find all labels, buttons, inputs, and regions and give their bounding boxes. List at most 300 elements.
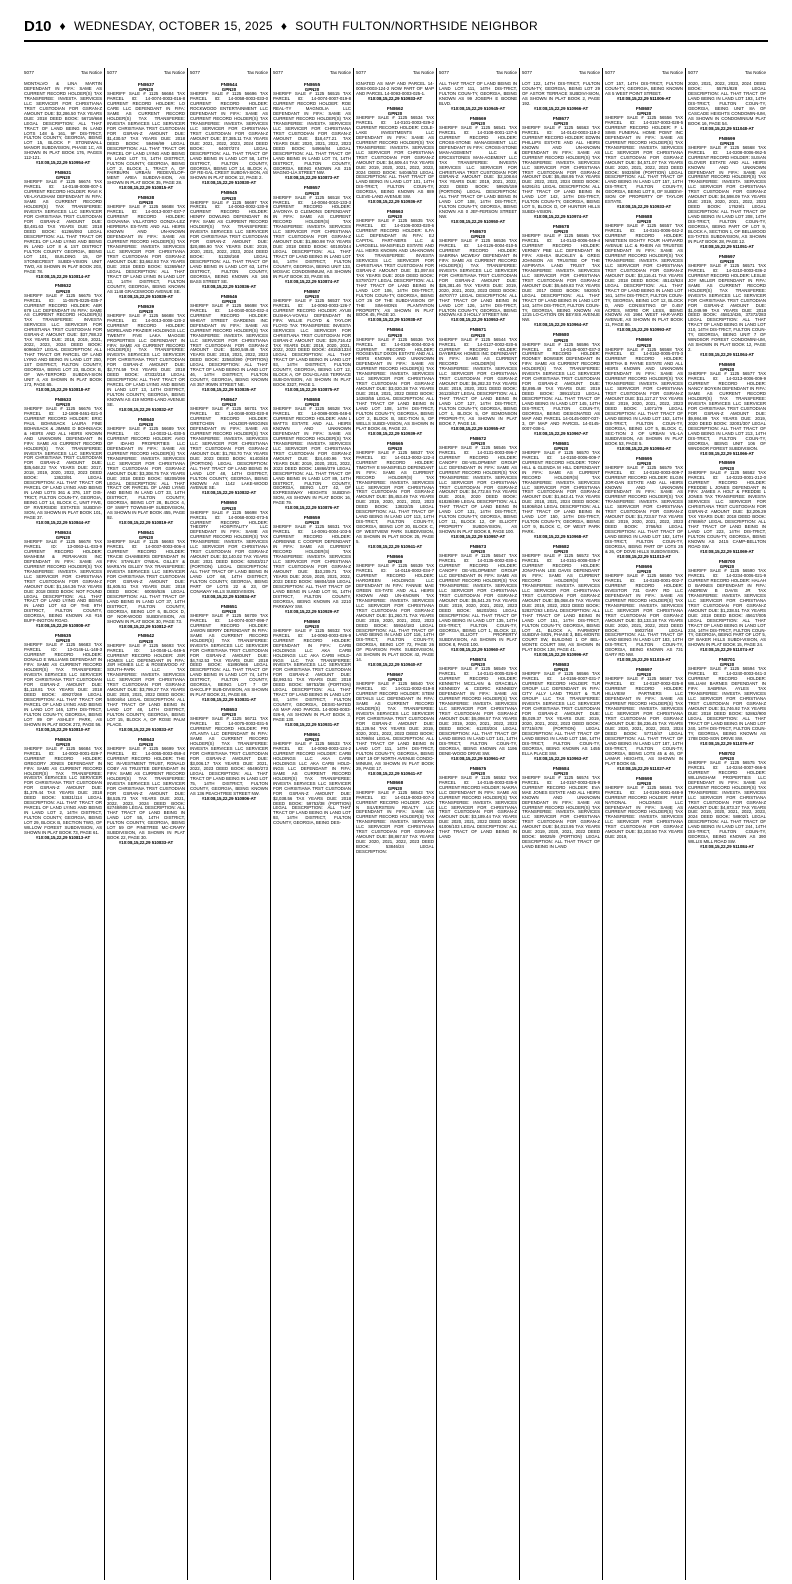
notice-run-dates: #10:08,15,22,29 511066-AT — [699, 450, 755, 456]
notice-code: GPN20 — [221, 608, 237, 614]
column-header — [107, 70, 185, 75]
notice-id: FN8636 — [54, 736, 72, 742]
notice-body: SHERIFF SALE # 1125 56676 TAX PARCEL ID: 12-1808-0461-021-0 CURRENT RECORD HOLDER: ERIC PAUL BOHNSACK LAURA FINE BOHNSACK & JIMMIE D BOHNSACK & HEIRS AND ALL HEIRS KNOWN AND UNKNOWN DEFENDANT IN FIFA: SAME AS CURRENT RECORD HOLDER(S) TAX TRANSFEREE: INVESTA SERVICES LLC SERVICER FOR CHRISTIANA TRST CUSTODIAN FOR GSRAN-Z AMOUNT DUE: $35,648.22 TAX YEARS DUE: 2017, 2018, 2019, 2020, 2022, 2023 DEED BOOK: 13623/91 LEGAL DESCRIPTION: ALL THAT TRACT OR PARCEL OF LAND LYING AND BEING IN LAND LOTS 361 & 376, 1ST DIS-TRICT, FULTON COUN-TY, GEORGIA, BEING LOT 14, BLOCK C, UNIT FIVE, OF RIVERSIDE ESTATES SUBDIVI-SION, AS SHOWN IN PLAT BOOK 101, PAGE 37. — [24, 405, 102, 520]
notice-body: SHERIFF SALE # 1125 56590 TAX PARCEL ID: 14-0234-0006-021-9 CURRENT RECORD HOLDER: HALAH D BARNES DEFENDANT IN FIFA: ANDREW B DAVIS JR TAX TRANSFEREE: INVESTA SERVICES LLC SERVICER FOR CHRISTIANA TRST CUSTODIAN FOR GSRAN-Z AMOUNT DUE: $1,238.51 TAX YEARS DUE: 2018 DEED BOOK: 45617/005 LEGAL DESCRIPTION: ALL THAT TRACT OF LAND BEING IN LAND LOT 234, 14TH DIS-TRICT, FULTON COUN-TY, GEORGIA, BEING PART OF LOT 5, OF BAKER HILLS SUBDI-VISION, AS SHOWN IN PLAT BOOK 15, PAGE 24. — [688, 568, 766, 648]
column-header-number: 5077 — [24, 70, 35, 75]
notice-code: GPN20 — [387, 445, 403, 451]
legal-notice — [273, 619, 351, 728]
notice-body: LOT 122, 14TH DIS-TRICT, FULTON COUN-TY, GEORGIA, BEING LOT 29 OF ASTOR TERRACE SUBDIVI-SION, AS SHOWN IN PLAT BOOK 2, PAGE 192. — [522, 82, 600, 106]
notice-id: FN8669 — [469, 115, 487, 121]
notice-code: GPN20 — [636, 569, 652, 575]
column-header-number: 5077 — [273, 70, 284, 75]
legal-notice — [107, 737, 185, 846]
notice-code: GPN20 — [221, 402, 237, 408]
column-header-label: Tax Notice — [246, 70, 268, 75]
notice-code: GPN20 — [470, 234, 486, 240]
notice-code: GPN20 — [470, 662, 486, 668]
legal-notice — [688, 82, 766, 132]
notice-id: FN8681 — [552, 440, 570, 446]
notice-code: GPN20 — [55, 175, 71, 181]
notice-run-dates: #10:08,15,22,29 511084-AT — [699, 844, 755, 850]
notice-id: FN8659 — [303, 515, 321, 521]
notice-body: SHERIFF SALE # 1125 56532 TAX PARCEL ID: 14-0093-0003-026-9 CURRENT RECORD HOLDER: DEFENDANT IN FIFA: CARB HOLDINGS LLC AKA CARB HOLDINGS LLC AKA CARB HOLD-INGS LLC TAX TRANSFEREE: INVESTA SERVICES LLC SERVICER FOR CHRISTIANA TRST CUSTODIAN FOR GSRAN-Z AMOUNT DUE: $2,993.51 TAX YEARS DUE: 2018 DEED BOOK: 59753/38 (PORTION) LEGAL DESCRIPTION: ALL THAT TRACT OF LAND BEING IN LAND LOT 93, 14TH DISTRICT, FULTON COUNTY, GEORGIA, DESIG-NATED AS MAP AND PARCEL 14-0093-0003-026-9, AS SHOWN IN PLAT BOOK 3, PAGE 130. — [273, 627, 351, 722]
notice-body: SHERIFF SALE # 1125 56557 TAX PARCEL ID: 14-0161-0006-042-2 CURRENT RECORD HOLDER: NINETEEN EIGHTY FOUR HARVARD AVENUE LLC & RHEIN AS TRUSTEE DEFENDANT IN FIFA: SAME AS CURRENT RECORD HOLDER(S) TAX TRANSFEREE: INVESTA SERVICES LLC SERVICER FOR CHRISTIANA TRST CUSTODIAN FOR GSRAN-Z AMOUNT DUE: $3,116.41 TAX YEARS DUE: 2018 DEED BOOK: 45142/624 LEGAL DESCRIPTION: ALL THAT TRACT OF LAND BEING IN LAND LOT 161, 14TH DIS-TRICT, FULTON COUN-TY, GEORGIA, BEING LOT 12, BLOCK D, AND CONSISTING OF 0.457 ACRES, MORE OR LESS, BEING KNOWN AS 1984 WEST HAR-VARD AVENUE, AS SHOWN IN PLAT BOOK 11, PAGE 86. — [605, 223, 683, 328]
notice-body: SHERIFF SALE # 1125 56698 TAX PARCEL ID: 14-0068-0002-073-5 CURRENT RECORD HOLDER: THEORY HOSPITALITY LLC DEFENDANT IN FIFA: SAME AS CURRENT RECORD HOLDER(S) TAX TRANSFEREE: INVESTA SERVICES LLC SERVICER FOR CHRISTIANA TRST CUSTODIAN FOR GSRAN-Z AMOUNT DUE: $2,140.02 TAX YEARS DUE: 2021 DEED BOOK: 62503/217 (PORTION) LEGAL DESCRIPTION: ALL THAT TRACT OF LAND BEING IN LAND LOT 68, 14TH DISTRICT, FULTON COUNTY, GEORGIA, BEING PART OF LOTS 22 & 23, OF CONAWAY HILLS SUBDIVISION. — [190, 509, 268, 594]
notice-body: SHERIFF SALE # 1125 56571 TAX PARCEL ID: 14-0210-0003-036-2 CURRENT RECORD HOLDER: LESLIE JOY MILLER DEFENDANT IN FIFA: SAME AS CURRENT RECORD HOLDER(S) TAX TRANSFEREE: INVESTA SERVICES LLC SERVICER FOR CHRISTIANA TRST CUSTODIAN FOR GSRAN-Z AMOUNT DUE: $1,049.99 TAX YEARS DUE: 2018 DEED BOOK: 45813/426, 37372/283 LEGAL DESCRIPTION: ALL THAT TRACT OF LAND BEING IN LAND LOT 210, 14TH DIS-TRICT, FULTON COUN-TY, GEORGIA, BEING UNIT 7 OF WINDSOR FOREST CONDOMINI-UM, AS SHOWN IN PLAT BOOK 12, PAGE 2. — [688, 262, 766, 353]
notice-id: FN8661 — [303, 731, 321, 737]
notice-id: FN8700 — [718, 558, 736, 564]
notice-body: SHERIFF SALE # 1125 56539 TAX PARCEL ID: 14-0116-0002-034-7 CURRENT RECORD HOLDER: HARGREEN HOLDINGS LLC DEFENDANT IN FIFA: FANNIE MAE GREEN ES-TATE AND ALL HEIRS KNOWN AND UN-KNOWN TAX TRANSFEREE: INVESTA SERVICES LLC SERVICER FOR CHRISTIANA TRST CUSTODIAN FOR GSRAN-Z AMOUNT DUE: $1,260.71 TAX YEARS DUE: 2019, 2020, 2021, 2022, 2023 DEED BOOK: 55924/183 LEGAL DESCRIPTION: ALL THAT TRACT OF LAND BEING IN LAND LOT 116, 14TH DIS-TRICT, FULTON COUN-TY, GEORGIA, BEING LOT 72, PAGE 26 OF PEARSON PARK SUBDIVISION, AS SHOWN IN PLAT BOOK 42, PAGE 14. — [356, 563, 434, 663]
notice-code: GPN20 — [553, 445, 569, 451]
notice-code: GPN20 — [304, 190, 320, 196]
notice-code: GPN20 — [138, 422, 154, 428]
legal-notice — [356, 441, 434, 550]
legal-notice — [190, 190, 268, 289]
notice-id: FN8634 — [54, 529, 72, 535]
notice-code: GPN20 — [138, 308, 154, 314]
notice-run-dates: #10:08,15,22,29 510950-AT — [450, 219, 506, 225]
legal-notice — [356, 327, 434, 436]
notice-body: SHERIFF SALE # 1125 56580 TAX PARCEL ID: 14-0183-0001-002-7 CURRENT RECORD HOLDER: INVESTOR 731 GARY RD LLC DEFENDANT IN FIFA: SAME AS CURRENT RECORD HOLDER(S) TAX TRANSFEREE: INVESTA SERVICES LLC SERVICER FOR CHRISTIANA TRST CUSTODIAN FOR GSRAN-Z AMOUNT DUE: $3,133.18 TAX YEARS DUE: 2020, 2021, 2022, 2023 DEED BOOK: 59027/48 LEGAL DESCRIPTION: ALL THAT TRACT OF LAND BEING IN LAND LOT 183, 14TH DIS-TRICT, FULTON COUN-TY, GEORGIA, BEING KNOWN AS 731 GARY RD NW. — [605, 573, 683, 658]
legal-notice — [688, 254, 766, 358]
legal-notice — [605, 667, 683, 771]
notice-run-dates: #10:08,15,22,29 510961-AT — [450, 755, 506, 761]
notice-body: SHERIFF SALE # 1125 56546 TAX PARCEL ID: 14-0131-0003-096-7 CURRENT RECORD HOLDER: CANOPY DE-VELOPMENT GROUP LLC DEFENDANT IN FIFA: SAME AS CURRENT RECORD HOLDER(S) TAX TRANSFEREE: INVESTA SERVICES LLC SERVICER FOR CHRISTIANA TRST CUSTODIAN FOR GSRAN-Z AMOUNT DUE: $4,772.84 TAX YEARS DUE: 2019, 2020 DEED BOOK: 61828/499 LEGAL DESCRIPTION: ALL THAT TRACT OF LAND BEING IN LAND LOT 131, 14TH DIS-TRICT, FULTON COUN-TY, GEORGIA, BEING LOT 11, BLOCK 12, OF ELLIOTT PROPERTY SUBDIVISION, AS SHOWN IN PLAT BOOK 8, PAGE 100. — [439, 444, 517, 535]
notice-body: SHERIFF SALE # 1125 56697 TAX PARCEL ID: 14-0063-0002-130-9 CURRENT RECORD HOLDER: HENRY DOWLING DEFENDANT IN FIFA: SAME AS CURRENT RECORD HOLDER(S) TAX TRANSFEREE: INVESTA SERVICES LLC SERVICER FOR CHRISTIANA TRST CUSTODIAN FOR GSRAN-Z AMOUNT DUE: $20,886.90 TAX YEARS DUE: 2019, 2020, 2021, 2022, 2023, 2024 DEED BOOK: 51328/168 LEGAL DESCRIPTION: ALL THAT TRACT OF LAND BEING IN LAND LOT 63, 14TH DISTRICT, FULTON COUNTY, GEORGIA, BEING KNOWN AS 165 BASS STREET SE. — [190, 199, 268, 284]
notice-id: FN8688 — [635, 214, 653, 220]
notice-code: GPN20 — [221, 505, 237, 511]
notice-id: FN8698 — [635, 775, 653, 781]
notice-code: GPN20 — [138, 638, 154, 644]
notice-id: FN8662 — [386, 105, 404, 111]
column-header-number: 5077 — [439, 70, 450, 75]
notice-id: FN8639 — [137, 303, 155, 309]
column-header-number: 5077 — [688, 70, 699, 75]
notice-run-dates: #10:08,15,22,29 511027-AT — [616, 765, 672, 771]
notice-run-dates: #10:08,15,22,29 510831-AT — [201, 697, 257, 703]
notice-run-dates: #10:08,15,22,29 510938-AT — [367, 317, 423, 323]
notice-id: FN8671 — [469, 327, 487, 333]
notice-body: SHERIFF SALE # 1125 56674 TAX PARCEL ID: 14-0148-0008-007-1 CURRENT RECORD HOLDER: RAVI K VE-LAYUDHAM DEFENDANT IN FIFA: SAME AS CURRENT RECORD HOLDER(S) TAX TRANSFEREE: INVESTA SERVICES LLC SERVICER FOR CHRISTIANA TRST CUSTODIAN FOR GSRAN-Z AMOUNT DUE: $3,481.63 TAX YEARS DUE: 2018 DEED BOOK: 61266/093 LEGAL DESCRIPTION: ALL THAT TRACT OR PARCEL OF LAND LYING AND BEING IN LAND LOT 8 & 1ST DISTRICT FULTON COUNTY GEORGIA, BEING LOT 101, BUILDING 15, OF STONECREST SUBDI-VISION UNIT TWO, AS SHOWN IN PLAT BOOK 203, PAGE 78. — [24, 179, 102, 274]
notice-body: SHERIFF SALE # 1125 56544 TAX PARCEL ID: 14-0127-0002-020-6 CURRENT RECORD HOLDER: DAYBREAK HOMES INC DEFENDANT IN FIFA: SAME AS CURRENT RECORD HOLDER(S) TAX TRANSFEREE: INVESTA SERVICES LLC SERVICER FOR CHRISTIANA TRST CUSTODIAN FOR GSRAN-Z AMOUNT DUE: $6,282.33 TAX YEARS DUE: 2019, 2020, 2021 DEED BOOK: 26123/637 LEGAL DESCRIPTION: ALL THAT TRACT OF LAND BEING IN LAND LOT 127, 14TH DIS-TRICT, FULTON COUN-TY, GEORGIA, BEING LOT 1, BLOCK 5, OF EDMONSON PROPER-TY, AS SHOWN IN PLAT BOOK 7, PAGE 18. — [439, 336, 517, 426]
legal-notice — [439, 116, 517, 225]
legal-notice — [107, 82, 185, 191]
notice-id: FN8664 — [386, 327, 404, 333]
notice-run-dates: #10:08,15,22,29 510835-AT — [201, 387, 257, 393]
legal-notice — [688, 362, 766, 456]
notice-run-dates: #10:08,15,22,29 510945-AT — [450, 105, 506, 111]
notice-run-dates: #10:08,15,22,29 510806-AT — [201, 795, 257, 801]
notice-id: FN8687 — [635, 105, 653, 111]
legal-notice — [273, 515, 351, 614]
notice-code: GPN20 — [553, 770, 569, 776]
legal-notice — [605, 776, 683, 841]
notice-body: LOT 157, 14TH DIS-TRICT, FULTON COUN-TY, GEORGIA, BEING KNOWN AS 5 WEST POINT STREET. — [605, 82, 683, 96]
legal-notice — [356, 780, 434, 855]
notice-id: FN8674 — [469, 657, 487, 663]
notice-run-dates: #10:08,15,22,29 510836-AT — [201, 283, 257, 289]
legal-notice — [24, 82, 102, 166]
notice-run-dates: #10:08,15,22,29 510939-AT — [367, 430, 423, 436]
notice-run-dates: #10:08,15,22,29 510941-AT — [367, 543, 423, 549]
notice-run-dates: #10:08,15,22,29 510960-AT — [450, 647, 506, 653]
notice-id: FN8658 — [303, 397, 321, 403]
notice-code: GPN20 — [55, 638, 71, 644]
notice-id: FN8646 — [220, 293, 238, 299]
notice-body: SHERIFF SALE # 1125 56587 TAX PARCEL ID: 14-0187-0002-025-8 CURRENT RECORD HOLDER: HILLVIEW PARTNERS LLC DEFENDANT IN FIFA: SAME AS CURRENT RECORD HOLDER(S) TAX TRANSFEREE: INVESTA SERVICES LLC SERVICER FOR CHRISTIANA TRST CUSTODIAN FOR GSRAN-Z AMOUNT DUE: $6,236.45 TAX YEARS DUE: 2020, 2021, 2022, 2023, 2024 DEED BOOK: 57710/47 LEGAL DESCRIPTION: ALL THAT TRACT OF LAND BEING IN LAND LOT 187, 14TH DIS-TRICT, FULTON COUN-TY, GEORGIA, BEING LOTS 45 & 46, OF LAMAR HEIGHTS, AS SHOWN IN PLAT BOOK 65. — [605, 676, 683, 766]
notice-body: SHERIFF SALE # 1125 56541 TAX PARCEL ID: 14-0108-0001-137-5 CURRENT RECORD HOLDER: CROSS-STONE MANAGEMENT LLC DEFENDANT IN FIFA: CROSS-STONE MAN-AGEMENT LLC & ERICSSTONES MAN-AGEMENT LLC TAX TRANSFEREE: INVESTA SERVICES LLC SERVICER FOR CHRISTIANA TRST CUSTODIAN FOR GSRAN-Z AMOUNT DUE: $2,108.64 TAX YEARS DUE: 2019, 2021, 2022, 2023 DEED BOOK: 59925/159 (PORTION) LEGAL DESCRIPTION: ALL THAT TRACT OF LAND BEING IN LAND LOT 108, 14TH DIS-TRICT, FULTON COUN-TY, GEORGIA, BEING KNOWN AS 0 JEF-FERSON STREET NW. — [439, 124, 517, 220]
notice-column — [190, 82, 268, 1578]
notice-run-dates: #10:08,15,22,29 510957-AT — [450, 534, 506, 540]
notice-code: GPN20 — [221, 87, 237, 93]
notice-body: SHERIFF SALE # 1125 56699 TAX PARCEL ID: 14-0055-0003-059-4 CURRENT RECORD HOLDER: THE NC IN-VESTMENT TRUST, RONALD COBY AS TRUSTEE DEFENDANT IN FIFA: SAME AS CURRENT RECORD HOLDER(S) TAX TRANSFEREE: INVESTA SERVICES LLC SERVICER FOR CHRISTIANA TRST CUSTODIAN FOR GSRAN-Z AMOUNT DUE: $8,525.73 TAX YEARS DUE: 2021, 2022, 2023, 2024 DEED BOOK: 62748/609 LEGAL DESCRIPTION: ALL THAT TRACT OF LAND BEING IN LAND LOT 55, 14TH DISTRICT, FULTON COUNTY, GEORGIA, BEING LOT 59 OF PINETREE MC-CRARY SUBDIVISION, AS SHOWN IN PLAT BOOK 22, PAGE 30. — [107, 746, 185, 841]
notice-code: GPN20 — [138, 87, 154, 93]
legal-notice — [356, 82, 434, 102]
column-header-label: Tax Notice — [578, 70, 600, 75]
notice-id: FN8672 — [469, 435, 487, 441]
notice-id: FN8684 — [552, 765, 570, 771]
notice-id: FN8665 — [386, 440, 404, 446]
notice-run-dates: #10:08,15,22,29 511013-AT — [616, 553, 672, 559]
column-header — [273, 70, 351, 75]
notice-run-dates: #10:08,15,22,29 511019-AT — [616, 657, 672, 663]
legal-notice — [605, 337, 683, 451]
column-header — [356, 70, 434, 75]
legal-notice — [356, 209, 434, 323]
notice-id: FN8637 — [137, 82, 155, 87]
legal-notice — [190, 82, 268, 186]
legal-notice — [439, 657, 517, 761]
notice-id: FN8702 — [718, 750, 736, 756]
bullet-icon: ♦ — [280, 19, 288, 33]
notice-code: GPN20 — [304, 293, 320, 299]
legal-notice — [273, 185, 351, 284]
legal-notice — [439, 229, 517, 323]
notice-body: SHERIFF SALE # 1125 56594 TAX PARCEL ID: 14-0240-0003-041-3 CURRENT RECORD HOLDER: WILLIAM BARNES DEFENDANT IN FIFA: SABRINA AYLES TAX TRANSFEREE: INVESTA SERVICES LLC SERVICER FOR CHRISTIANA TRST CUSTODIAN FOR GSRAN-Z AMOUNT DUE: $1,746.92 TAX YEARS DUE: 2018 DEED BOOK: 52862/900 LEGAL DESCRIPTION: ALL THAT TRACT OF LAND BEING IN LAND LOT 240, 14TH DIS-TRICT, FULTON COUN-TY, GEORGIA, BEING KNOWN AS 1788 DOD-SON DRIVE SW. — [688, 666, 766, 741]
notice-id: FN8651 — [220, 603, 238, 609]
notice-id: FN8635 — [54, 633, 72, 639]
column-header-label: Tax Notice — [661, 70, 683, 75]
notice-run-dates: #10:08,15,22,29 511074-AT — [699, 647, 755, 653]
notice-code: GPN20 — [55, 401, 71, 407]
notice-run-dates: #10:08,15,22,29 510833-AT — [118, 726, 174, 732]
notice-id: FN8667 — [386, 672, 404, 678]
notice-body: SHERIFF SALE # 1125 56688 TAX PARCEL ID: 14-0013-0008-120-2 CURRENT RECORD HOLDER: MORELAND FRAZIER HOLDINGS LLC TWENTY FIVE LAKA MAGGIE PROPERTIES LLC DEFENDANT IN FIFA: SAME AS CURRENT RECORD HOLDER(S) TAX TRANSFEREE: INVESTA SERVICES LLC SERVICER FOR CHRISTIANA TRST CUSTODIAN FOR GSRAN-Z AMOUNT DUE: $2,774.59 TAX YEARS DUE: 2018 DEED BOOK: 47332/218 LEGAL DESCRIPTION: ALL THAT TRACT OR PARCEL OF LAND LYING AND BEING IN LAND LOT 13, 14TH DISTRICT, FULTON COUNTY, GEORGIA, BEING KNOWN AS 419 MORE-LAND AVENUE SE. — [107, 312, 185, 407]
notice-code: GPN20 — [636, 672, 652, 678]
notice-id: FN8657 — [303, 288, 321, 294]
column-header-number: 5077 — [522, 70, 533, 75]
notice-run-dates: #10:08,15,22,29 510873-AT — [284, 175, 340, 181]
notice-code: GPN20 — [387, 111, 403, 117]
notice-body: SHERIFF SALE # 1125 56591 TAX PARCEL ID: 14-0193-0001-048-9 CURRENT RECORD HOLDER: FIRST NATIONAL HOLDINGS LLC DEFENDANT IN FIFA: SAME AS CURRENT RECORD HOLDER(S) TAX TRANSFEREE: INVESTA SERVICES LLC SERVICER FOR CHRISTIANA TRST CUSTODIAN FOR GSRAN-Z AMOUNT DUE: $2,103.50 TAX YEARS DUE: 2019, — [605, 784, 683, 840]
notice-run-dates: #10:08,15,22,29 510963-AT — [533, 755, 589, 761]
notice-code: GPN20 — [553, 549, 569, 555]
legal-notice — [522, 332, 600, 436]
notice-code: GPN20 — [719, 465, 735, 471]
notice-body: SHERIFF SALE # 1125 56549 TAX PARCEL ID: 14-0141-0005-026-0 CURRENT RECORD HOLDER: KENNETH MCCLAIN & GRACIELA KENNEDY & CEDRIC KENNEDY DEFENDANT IN FIFA: SAME AS CURRENT RECORD HOLDER(S) TAX TRANSFEREE: INVESTA SERVICES LLC SERVICER FOR CHRISTIANA TRST CUSTODIAN FOR GSRAN-Z AMOUNT DUE: $5,098.57 TAX YEARS DUE: 2019, 2020, 2021, 2022, 2023 DEED BOOK: 61203/204 LEGAL DESCRIPTION: ALL THAT TRACT OF LAND BEING IN LAND LOT 141, 14TH DIS-TRICT, FULTON COUN-TY, GEORGIA, BEING KNOWN AS 1196 DENE-WOOD DRIVE SW. — [439, 666, 517, 756]
notice-id: FN8641 — [137, 530, 155, 536]
legal-notice — [190, 604, 268, 703]
notice-body: SHERIFF SALE # 1125 56574 TAX PARCEL ID: 14-0157-0003-026-9 CURRENT RECORD HOLDER: EVA MAE JONES ESTATE AND ALL HEIRS KNOWN AND UNKNOWN DEFENDANT IN FIFA: SAME AS CURRENT RECORD HOLDER(S) TAX TRANSFEREE: INVESTA SERVICES LLC SERVICER FOR CHRISTIANA TRST CUSTODIAN FOR GSRAN-Z AMOUNT DUE: $4,013.95 TAX YEARS DUE: 2019, 2020, 2021, 2022 DEED BOOK: 59025/9 (PORTION) LEGAL DESCRIPTION: ALL THAT TRACT OF LAND BEING IN LAND — [522, 774, 600, 850]
legal-notice — [107, 530, 185, 629]
notice-body: SHERIFF SALE # 1125 56684 TAX PARCEL ID: 14-0002-0001-029-7 CURRENT RECORD HOLDER: GREGORY JONES DEFENDANT IN FIFA: SAME AS CURRENT RECORD HOLDER(S) TAX TRANSFEREE: INVESTA SERVICES LLC SERVICER FOR CHRISTIANA TRST CUSTODIAN FOR GSRAN-Z AMOUNT DUE: $1,379.44 TAX YEARS DUE: 2018 DEED BOOK: 53831/114 LEGAL DESCRIPTION: ALL THAT TRACT OR PARCEL OF LAND LYING AND BEING IN LAND LOT 2, 14TH DISTRICT, FULTON COUNTY, GEORGIA, BEING LOT 29, BLOCK B, SECTION TWO, OF WILLOW FOREST SUBDIVISION, AS SHOWN IN PLAT BOOK 73, PAGE 61. — [24, 745, 102, 835]
notice-body: SHERIFF SALE # 1125 56536 TAX PARCEL ID: 14-0108-0004-002-5 CURRENT RECORD HOLDER: ROOSEVELT DIXON ESTATE AND ALL HEIRS KNOWN AND UNKNOWN DEFENDANT IN FIFA: SAME AS CURRENT RECORD HOLDER(S) TAX TRANSFEREE: INVESTA SERVICES LLC SERVICER FOR CHRISTIANA TRST CUSTODIAN FOR GSRAN-Z AMOUNT DUE: $3,020.38 TAX YEARS DUE: 2018, 2021, 2022 DEED BOOK: 14283/55 LEGAL DESCRIPTION: ALL THAT TRACT OF LAND BEING IN LAND LOT 108, 14TH DIS-TRICT, FULTON COUN-TY, GEORGIA, BEING LOT 2, BLOCK B, SEC-TION 5, OF WELLS SUBDI-VISION, AS SHOWN IN PLAT BOOK 46, PAGE 22. — [356, 336, 434, 431]
notice-id: FN8680 — [552, 332, 570, 338]
legal-notice — [688, 751, 766, 850]
column-header — [439, 70, 517, 75]
column-header-label: Tax Notice — [495, 70, 517, 75]
notice-run-dates: #10:08,15,22,29 510984-AT — [616, 445, 672, 451]
legal-notice — [273, 732, 351, 826]
notice-code: GPN20 — [636, 219, 652, 225]
notice-id: FN8638 — [137, 195, 155, 201]
notice-code: GPN20 — [138, 535, 154, 541]
notice-run-dates: #10:08,15,22,29 510993-AT — [616, 327, 672, 333]
notice-run-dates: #10:08,15,22,29 510819-AT — [118, 520, 174, 526]
legal-notice — [273, 397, 351, 511]
notice-body: SHERIFF SALE # 1125 56518 TAX PARCEL ID: 14-0084-0010-133-3 CURRENT RECORD HOLDER: JAVONYA D CLEMONS DEFENDANT IN FIFA: SAME AS CURRENT RECORD HOLDER(S) TAX TRANSFEREE: INVESTA SERVICES LLC SERVICER FOR CHRISTIANA TRST CUSTODIAN FOR GSRAN-Z AMOUNT DUE: $1,860.98 TAX YEARS DUE: 2018 DEED BOOK: 60100/244 LEGAL DESCRIPTION: ALL THAT TRACT OF LAND BEING IN LAND LOT 84, 14TH DISTRICT, FULTON COUNTY, GEORGIA, BEING UNIT 133, MOSAIC CONDOMINIUM, AS SHOWN IN PLAT BOOK 33, PAGE 85. — [273, 194, 351, 279]
notice-id: FN8682 — [552, 544, 570, 550]
column-header-label: Tax Notice — [412, 70, 434, 75]
notice-id: FN8696 — [635, 563, 653, 569]
notice-body: SHERIFF SALE # 1125 56709 TAX PARCEL ID: 14-0074-0007-098-7 CURRENT RECORD HOLDER: JAWON BERRY DEFENDANT IN FIFA: SAME AS CURRENT RECORD HOLDER(S) TAX TRANSFEREE: INVESTA SERVICES LLC SERVICER FOR CHRISTIANA TRST CUSTODIAN FOR GSRAN-Z AMOUNT DUE: $4,742.53 TAX YEARS DUE: 2018 DEED BOOK: 61890/666 LEGAL DESCRIPTION: ALL THAT TRACT OF LAND BEING IN LAND LOT 74, 14TH DISTRICT, FULTON COUNTY, GEORGIA, BEING LOT 7 OF OAKCLIFF SUB-DIVISION, AS SHOWN IN PLAT BOOK 21, PAGE 88. — [190, 612, 268, 698]
legal-notice — [522, 224, 600, 328]
column-header-label: Tax Notice — [744, 70, 766, 75]
page-number: D10 — [24, 17, 52, 35]
notice-run-dates: #10:08,15,22,29 510839-AT — [118, 293, 174, 299]
legal-notice — [522, 662, 600, 761]
column-divider — [602, 68, 603, 1580]
legal-notice — [24, 633, 102, 732]
notice-column — [273, 82, 351, 1578]
notice-code: GPN20 — [470, 440, 486, 446]
notice-run-dates: #10:08,15,22,29 510812-AT — [118, 623, 174, 629]
notice-id: FN8695 — [635, 455, 653, 461]
notice-run-dates: #10:08,15,22,29 510810-AT — [35, 726, 91, 732]
legal-notice — [24, 397, 102, 526]
notice-body: SHERIFF SALE # 1125 56528 TAX PARCEL ID: 14-0089-0005-048-6 CURRENT RECORD HOLDER: ANN L WATTS ESTATE AND ALL HEIRS KNOWN AND UNKNOWN DEFENDANT IN FIFA: SAME AS CURRENT RECORD HOLDER(S) TAX TRANSFEREE: INVESTA SERVICES LLC SERVICER FOR CHRISTIANA TRST CUSTODIAN FOR GSRAN-Z AMOUNT DUE: $24,440.96 TAX YEARS DUE: 2019, 2020, 2021, 2022, 2023 DEED BOOK: 16866/379 LEGAL DESCRIPTION: ALL THAT TRACT OF LAND BEING IN LAND LOT 89, 14TH DISTRICT, FULTON COUNTY, GEORGIA, BEING LOT 42, OF EXPRESSWAY HEIGHTS SUBDIVI-SION, AS SHOWN IN PLAT BOOK 16, PAGE 79. — [273, 406, 351, 506]
notice-run-dates: #10:08,15,22,29 510874-AT — [284, 278, 340, 284]
notice-run-dates: #10:08,15,22,29 510968-AT — [533, 534, 589, 540]
legal-notice — [24, 737, 102, 841]
column-header-label: Tax Notice — [329, 70, 351, 75]
column-header-label: Tax Notice — [80, 70, 102, 75]
page-header — [24, 16, 768, 36]
notice-body: SHERIFF SALE # 1125 56678 TAX PARCEL ID: 13-0063-LL-033-9 CURRENT RECORD HOLDER: MANHEIM & PERAKAKIS INC DEFENDANT IN FIFA: SAME AS CURRENT RECORD HOLDER(S) TAX TRANSFEREE: INVESTA SERVICES LLC SERVICER FOR CHRISTIANA TRST CUSTODIAN FOR GSRAN-Z AMOUNT DUE: $1,164.36 TAX YEARS DUE: 2018 DEED BOOK: NOT FOUND LEGAL DESCRIPTION: ALL THAT TRACT OF LAND LYING AND BEING IN LAND LOT 63 OF THE 9TH DISTRICT, FULTON COUNTY, GEORGIA, BEING KNOWN AS #16 BUFF-INGTON ROAD. — [24, 539, 102, 624]
notice-body: SHERIFF SALE # 1125 56579 TAX PARCEL ID: 14-0182-0003-009-7 CURRENT RECORD HOLDER: ELGIN JOR-DAN ESTATE AND ALL HEIRS KNOWN AND UNKNOWN DEFENDANT IN FIFA: SAME AS CURRENT RECORD HOLDER(S) TAX TRANSFEREE: INVESTA SERVICES LLC SERVICER FOR CHRISTIANA TRST CUSTODIAN FOR GSRAN-Z AMOUNT DUE: $1,723.57 TAX YEARS DUE: 2019, 2020, 2021, 2022, 2023 DEED BOOK: 3766/63 LEGAL DESCRIPTION: ALL THAT TRACT OF LAND BEING IN LAND LOT 182, 14TH DIS-TRICT, FULTON COUN-TY, GEORGIA, BEING PART OF LOTS 25 & 26, OF DOVE HILLS SUBDIVISION. — [605, 464, 683, 554]
notice-body: 2020, 2021, 2022, 2023, 2024 DEED BOOK: 55791/828 LEGAL DESCRIPTION: ALL THAT TRACT OF LAND BEING IN LAND LOT 193, 14TH DIS-TRICT, FULTON COUN-TY, GEORGIA, BEING UNIT 8A OF CASCADE HEIGHTS CONDOMIN-IUM, AS SHOWN IN CONDOMINIUM PLAT BOOK 16, PAGE 54. — [688, 82, 766, 126]
notice-code: GPN20 — [636, 780, 652, 786]
notice-id: FN8655 — [303, 82, 321, 87]
notice-run-dates: #10:08,15,22,29 510832-AT — [201, 490, 257, 496]
notice-body: SHERIFF SALE # 1125 56689 TAX PARCEL ID: 14-0033-LL-030-5 CURRENT RECORD HOLDER: AVIO OF IDAHO PROPERTIES LLC DEFENDANT IN FIFA: SAME AS CURRENT RECORD HOLDER(S) TAX TRANSFEREE: INVESTA SERVICES LLC SERVICER FOR CHRISTIANA TRST CUSTODIAN FOR GSRAN-Z AMOUNT DUE: $3,308.75 TAX YEARS DUE: 2018 DEED BOOK: 58209/299 LEGAL DESCRIPTION: ALL THAT TRACT OR PARCEL OF LAND LYING AND BEING IN LAND LOT 33, 14TH DISTRICT, FULTON COUNTY, GEORGIA, BEING LOT 28, BLOCK 4, OF SWIFT TOWNSHIP SUBDIVISION, AS SHOWN IN PLAT BOOK 455, PAGE 92. — [107, 426, 185, 521]
notice-run-dates: #10:08,15,22,29 510933-AT — [616, 204, 672, 210]
notice-code: GPN20 — [221, 195, 237, 201]
notice-body: SHERIFF SALE # 1125 56568 TAX PARCEL ID: 14-0208-0006-062-5 CURRENT RECORD HOLDER: SUSAN GLOVER ESTATE AND ALL HEIRS KNOWN AND UNKNOWN DEFENDANT IN FIFA: SAME AS CURRENT RECORD HOLDER(S) TAX TRANSFEREE: INVESTA SERVICES LLC SERVICER FOR CHRISTIANA TRST CUSTODIAN FOR GSRAN-Z AMOUNT DUE: $4,598.09 TAX YEARS DUE: 2019, 2020, 2021, 2022, 2023 DEED BOOK: 17629/1 LEGAL DESCRIPTION: ALL THAT TRACT OF LAND BEING IN LAND LOT 208, 14TH DIS-TRICT, FULTON COUN-TY, GEORGIA, BEING PART OF LOT 9, BLOCK A, SECTION 1, OF BELLWOOD ES-TATES SUBDIVISION, AS SHOWN IN PLAT BOOK 28, PAGE 12. — [688, 144, 766, 244]
notice-id: FN8644 — [220, 82, 238, 87]
notice-code: GPN20 — [387, 785, 403, 791]
notice-body: SHERIFF SALE # 1125 56543 TAX PARCEL ID: 14-0119-0003-007-3 CURRENT RECORD HOLDER: JACK N SILVERSTEIN REALTY LLC DEFENDANT IN FIFA: SAME AS CURRENT RECORD HOLDER(S) TAX TRANSFEREE: INVESTA SERVICES LLC SERVICER FOR CHRISTIANA TRST CUSTODIAN FOR GSRAN-Z AMOUNT DUE: $8,867.57 TAX YEARS DUE: 2020, 2021, 2022, 2023 DEED BOOK: 53846/24 LEGAL DESCRIPTION: — [356, 789, 434, 855]
notice-run-dates: #10:08,15,22,29 510814-AT — [35, 273, 91, 279]
legal-notice — [522, 441, 600, 540]
legal-notice — [439, 82, 517, 112]
notice-id: FN8683 — [552, 662, 570, 668]
notice-id: FN8650 — [220, 500, 238, 506]
notice-body: SHERIFF SALE # 1125 56693 TAX PARCEL ID: 14-0048-LL-049-5 CURRENT RECORD HOLDER: JSR HOMES LLC DEFENDANT IN FIFA: JSR HOMES LLC & ROSEWOOD AT SOUTH-PARK LLC TAX TRANSFEREE: INVESTA SERVICES LLC SERVICER FOR CHRISTIANA TRST CUSTODIAN FOR GSRAN-Z AMOUNT DUE: $3,799.27 TAX YEARS DUE: 2020, 2021, 2022 DEED BOOK: 54004/64 LEGAL DESCRIPTION: ALL THAT TRACT OF LAND BEING IN LAND LOT 48, 14TH DISTRICT, FULTON COUNTY, GEORGIA, BEING LOT 15, BLOCK A, OF ROSE PALM PLACE. — [107, 642, 185, 727]
column-divider — [519, 68, 520, 1580]
notice-run-dates: #10:08,15,22,29 511069-AT — [699, 548, 755, 554]
notice-id: FN8643 — [137, 736, 155, 742]
notice-run-dates: #10:08,15,22,29 510834-AT — [201, 593, 257, 599]
notice-run-dates: #10:08,15,22,29 511079-AT — [699, 740, 755, 746]
column-header-number: 5077 — [107, 70, 118, 75]
notice-id: FN8663 — [386, 209, 404, 215]
notice-body: SHERIFF SALE # 1125 56596 TAX PARCEL ID: 14-0145-0007-037-3 CURRENT RECORD HOLDER: RODNEY BOWSER DEFENDANT IN FIFA: SAME AS CURRENT RECORD HOLDER(S) TAX TRANSFEREE: INVESTA SERVICES LLC SERVICER FOR CHRISTIANA TRST CUSTODIAN FOR GSRAN-Z AMOUNT DUE: $2,895.49 TAX YEARS DUE: 2019 DEED BOOK: 38913/123 LEGAL DESCRIPTION: ALL THAT TRACT OF LAND BEING IN LAND LOT 145, 14TH DIS-TRICT, FULTON COUN-TY, GEORGIA, BEING DESIGNATED AS MAP AND PARCEL 14-0145-0007-037-3, OF MAP AND PARCEL 14-0145-0007-038-1. — [522, 341, 600, 431]
notice-body: SHERIFF SALE # 1125 56698 TAX PARCEL ID: 14-0040-0010-032-4 CURRENT RECORD HOLDER: WHEAT STREET GARDENS INC DEFENDANT IN FIFA: SAME AS CURRENT RECORD HOLDER(S) TAX TRANSFEREE: INVESTA SERVICES LLC SERVICER FOR CHRISTIANA TRST CUSTODIAN FOR GSRAN-Z AMOUNT DUE: $190,549.48 TAX YEARS DUE: 2018, 2021, 2022, 2023 DEED BOOK: 32563/390 (PORTION) LEGAL DESCRIPTION: ALL THAT TRACT OF LAND BEING IN LAND LOT 46, 14TH DISTRICT, FULTON COUNTY, GEORGIA, BEING KNOWN AS 357 IRWIN STREET NE. — [190, 302, 268, 388]
legal-notice — [439, 436, 517, 540]
notice-run-dates: #10:08,15,22,29 510974-AT — [533, 214, 589, 220]
notice-code: GPN20 — [387, 677, 403, 683]
legal-notice — [688, 559, 766, 653]
legal-notice — [522, 766, 600, 851]
notice-id: FN8697 — [718, 253, 736, 259]
notice-body: SHERIFF SALE # 1125 56696 TAX PARCEL ID: 14-0058-0003-033-0 CURRENT RECORD HOLDER: ROCKWOOD ENTERTAINMENT LLC DEFENDANT IN FIFA: SAME AS CURRENT RECORD HOLDER(S) TAX TRANSFEREE: INVESTA SERVICES LLC SERVICER FOR CHRISTIANA TRST CUSTODIAN FOR GSRAN-Z AMOUNT DUE: $7,385.11 TAX YEARS DUE: 2021, 2022, 2023, 2024 DEED BOOK: 64007/374 LEGAL DESCRIPTION: ALL THAT TRACT OF LAND BEING IN LAND LOT 58, 14TH DISTRICT, FULTON COUNTY, GEORGIA, BEING LOT 14, BLOCK A, OF RE-GAL CREST SUBDIVI-SION, AS SHOWN IN PLAT BOOK 12, PAGE 2. — [190, 91, 268, 181]
notice-run-dates: #10:08,15,22,29 510941-AT — [367, 770, 423, 776]
column-divider — [685, 68, 686, 1580]
legal-notice — [273, 289, 351, 393]
notice-code: GPN20 — [304, 87, 320, 93]
notice-code: GPN20 — [387, 332, 403, 338]
notice-body: SHERIFF SALE # 1125 56531 TAX PARCEL ID: 14-0091-0004-103-5 CURRENT RECORD HOLDER: ADRIENNE C COOPER DEFENDANT IN FIFA: SAME AS CURRENT RECORD HOLDER(S) TAX TRANSFEREE: INVESTA SERVICES LLC SERVICER FOR CHRISTIANA TRST CUSTODIAN FOR GSRAN-Z AMOUNT DUE: $10,209.71 TAX YEARS DUE: 2019, 2020, 2021, 2022, 2023 DEED BOOK: 56804/159 LEGAL DESCRIPTION: ALL THAT TRACT OF LAND BEING IN LAND LOT 91, 14TH DISTRICT, FULTON COUNTY, GEORGIA, BEING KNOWN AS 2210 PARKWAY SW. — [273, 524, 351, 609]
column-header — [605, 70, 683, 75]
notice-body: SHERIFF SALE # 1125 56683 TAX PARCEL ID: 13-0146-LL-148-3 CURRENT RECORD HOLDER: DONALD E WILLIAMS DEFENDANT IN FIFA: SAME AS CURRENT RECORD HOLDER(S) TAX TRANSFEREE: INVESTA SERVICES LLC SERVICER FOR CHRISTIANA TRST CUSTODIAN FOR GSRAN-Z AMOUNT DUE: $1,118.81 TAX YEARS DUE: 2018 DEED BOOK: 40927/269 LEGAL DESCRIPTION: ALL THAT TRACT OR PARCEL OF LAND LYING AND BEING IN LAND LOT 146, 13TH DIS-TRICT, FULTON COUN-TY, GEORGIA, BEING LOT 89 OF ASHLEY PARK, AS SHOWN IN PLAT BOOK 272, PAGE 56. — [24, 642, 102, 727]
notice-column — [24, 82, 102, 1578]
notice-code: GPN20 — [719, 662, 735, 668]
notice-code: GPN20 — [636, 460, 652, 466]
notice-column — [107, 82, 185, 1578]
legal-notice — [688, 657, 766, 746]
notice-code: GPN20 — [470, 549, 486, 555]
notice-run-dates: #10:08,15,22,29 510813-AT — [35, 834, 91, 840]
notice-body: SHERIFF SALE # 1125 56536 TAX PARCEL ID: 14-0126-0004-010-5 CURRENT RECORD HOLDER: SABRINA MCWEAY DEFENDANT IN FIFA: SAME AS CURRENT RECORD HOLDER(S) TAX TRANSFEREE: INVESTA SERVICES LLC SERVICER FOR CHRISTIANA TRST CUSTODIAN FOR GSRAN-Z AMOUNT DUE: $26,381.46 TAX YEARS DUE: 2019, 2020, 2021, 2022, 2023 DEED BOOK: 48707/77 LEGAL DESCRIPTION: ALL THAT TRACT OF LAND BEING IN LAND LOT 126, 14TH DIS-TRICT, FULTON COUN-TY, GEORGIA, BEING KNOWN AS 3 HOLLY STREET NW. — [439, 238, 517, 318]
notice-body: SHERIFF SALE # 1125 56693 TAX PARCEL ID: 14-0037-0003-006-4 CURRENT RECORD HOLDER: TRACIE CHAMBERS DEFENDANT IN FIFA: STANLEY O'NEAL GILLEY & MARILYN GILLEY TAX TRANSFEREE: INVESTA SERVICES LLC SERVICER FOR CHRISTIANA TRST CUSTODIAN FOR GSRAN-Z AMOUNT DUE: $1,605.51 TAX YEARS DUE: 2018 DEED BOOK: 60059/536 LEGAL DESCRIPTION: ALL THAT TRACT OF LAND BEING IN LAND LOT 37, 14TH DISTRICT, FULTON COUNTY, GEORGIA, BEING LOT 6, BLOCK D, OF NOR-WOOD SUBDIVISION, AS SHOWN IN PLAT BOOK 30, PAGE 73. — [107, 539, 185, 624]
notice-body: SHERIFF SALE # 1125 56533 TAX PARCEL ID: 14-0093-0003-124-2 CURRENT RECORD HOLDER: CARB HOLDINGS LLC AKA CARB HOLDINGS LLC AKA CARB HOLD-INGS LLC DEFENDANT IN FIFA: SAME AS CURRENT RECORD HOLDER(S) TAX TRANSFEREE: INVESTA SERVICES LLC SERVICER FOR CHRISTIANA TRST CUSTODIAN FOR GSRAN-Z AMOUNT DUE: $2,038.56 TAX YEARS DUE: 2018 DEED BOOK: 59753/38 (PORTION) LEGAL DESCRIPTION: ALL THAT TRACT OF LAND BEING IN LAND LOT 93, 14TH DISTRICT, FULTON COUNTY, GEORGIA, BEING DES- — [273, 741, 351, 826]
notice-id: FN8633 — [54, 396, 72, 402]
notice-body: ALL THAT TRACT OF LAND BEING IN LAND LOT 111, 14TH DIS-TRICT, FULTON COUN-TY, GEORGIA, BEING KNOWN AS 99 JOSEPH E BOONE BLVD. — [439, 82, 517, 106]
column-divider — [270, 68, 271, 1580]
notice-run-dates: #10:08,15,22,29 510832-AT — [118, 406, 174, 412]
notice-code: GPN20 — [470, 332, 486, 338]
notice-body: SHERIFF SALE # 1125 56701 TAX PARCEL ID: 14-0048-0003-020-8 CURRENT RECORD HOLDER: GRETCHEN HOLDER-WIGGINS DEFENDANT IN FIFA: SAME AS CURRENT RECORD HOLDER(S) TAX TRANSFEREE: INVESTA SERVICES LLC SERVICER FOR CHRISTIANA TRST CUSTODIAN FOR GSRAN-Z AMOUNT DUE: $1,793.70 TAX YEARS DUE: 2023 DEED BOOK: 61403/48 (PORTION) LEGAL DESCRIPTION: ALL THAT TRACT OF LAND BEING IN LAND LOT 48, 14TH DISTRICT, FULTON COUNTY, GEORGIA, BEING KNOWN AS 1142 LAKE-WOOD AVENUE SE. — [190, 406, 268, 491]
column-header — [688, 70, 766, 75]
notice-id: FN8673 — [469, 544, 487, 550]
notice-code: GPN20 — [636, 342, 652, 348]
notice-code: GPN20 — [719, 755, 735, 761]
notice-code: GPN20 — [719, 140, 735, 146]
legal-notice — [605, 82, 683, 102]
notice-body: SHERIFF SALE # 1125 56547 TAX PARCEL ID: 14-0135-0002-030-1 CURRENT RECORD HOLDER: CANOPY DE-VELOPMENT GROUP LLC DEFENDANT IN FIFA: SAME AS CURRENT RECORD HOLDER(S) TAX TRANSFEREE: INVESTA SERVICES LLC SERVICER FOR CHRISTIANA TRST CUSTODIAN FOR GSRAN-Z AMOUNT DUE: $5,541.25 TAX YEARS DUE: 2019, 2020, 2021, 2022, 2023 DEED BOOK: 56203/261 LEGAL DESCRIPTION: ALL THAT TRACT OF LAND BEING IN LAND LOT 135, 14TH DIS-TRICT, FULTON COUN-TY, GEORGIA, BEING LOT 1, BLOCK 12, OF ELLIOTT PROPERTY SUBDIVISION, AS SHOWN IN PLAT BOOK 8, PAGE 100. — [439, 553, 517, 648]
notice-code: GPN20 — [719, 564, 735, 570]
column-header — [522, 70, 600, 75]
notice-run-dates: #10:08,15,22,29 511051-AT — [699, 243, 755, 249]
notice-body: SHERIFF SALE # 1125 56688 TAX PARCEL ID: 14-0013-0007-037-7 CURRENT RECORD HOLDER: GIOVANNA VILLATORO GONZA-LEZ HERRERA ES-TATE AND ALL HEIRS KNOWN AND UN-KNOWN DEFENDANT IN FIFA: SAME AS CURRENT RECORD HOLDER(S) TAX TRANSFEREE: INVESTA SERVICES LLC SERVICER FOR CHRISTIANA TRST CUSTODIAN FOR GSRAN-Z AMOUNT DUE: $3,662.93 TAX YEARS DUE: 2018 DEED BOOK: 51369/647 LEGAL DESCRIPTION: ALL THAT TRACT OF LAND LYING IN LAND LOT 13, 14TH DISTRICT, FULTON COUNTY, GEORGIA, BEING KNOWN AS 1148 GRACEWOOD AVENUE SE. — [107, 204, 185, 294]
notice-body: SHERIFF SALE # 1125 56535 TAX PARCEL ID: 14-0106-0003-020-6 CURRENT RECORD HOLDER: ILFA LLC DEFENDANT IN FIFA: EJ CAPITAL PART-NERS LLC & LAROSELL MANSFIELD ESTATE AND ALL HEIRS KNOWN AND UN-KNOWN TAX TRANSFEREE: INVESTA SERVICES LLC SERVICER FOR CHRISTIANA TRST CUSTODIAN FOR GSRAN-Z AMOUNT DUE: $1,097.84 TAX YEARS DUE: 2019 DEED BOOK: 53797/277 LEGAL DESCRIPTION: ALL THAT TRACT OF LAND BEING IN LAND LOT 106, 14TH DIS-TRICT, FULTON COUN-TY, GEORGIA, BEING LOT 26 OF THE SUBDI-VISION OF THE SIM-MONS PLANTATION PROPERTY, AS SHOWN IN PLAT BOOK 45, PAGE 10. — [356, 218, 434, 318]
legal-notice — [356, 672, 434, 776]
notice-id: FN8701 — [718, 657, 736, 663]
notice-body: SHERIFF SALE # 1125 56675 TAX PARCEL ID: 11-0575-0225-035-7 CURRENT RECORD HOLDER: ABR 679 LLC DEFENDANT IN FIFA: SAME AS CURRENT RECORD HOLDER(S) TAX TRANSFEREE: INVESTA SERVICES LLC SERVICER FOR CHRISTIANA TRST CUSTODIAN FOR GSRAN-Z AMOUNT DUE: $37,788.22 TAX YEARS DUE: 2018, 2019, 2021, 2022, 2023, 2024 DEED BOOK: 60966/27 LEGAL DESCRIPTION: ALL THAT TRACT OR PARCEL OF LAND LYING AND BEING IN LAND LOT 250, 1ST DISTRICT, FULTON COUNTY, GEORGIA, BEING LOT 23, BLOCK B, OF WA-TERFORD SUBDIVI-SION UNIT 4, AS SHOWN IN PLAT BOOK 173, PAGE 65. — [24, 292, 102, 387]
notice-code: GPN20 — [304, 623, 320, 629]
notice-body: SHERIFF SALE # 1125 56540 TAX PARCEL ID: 14-0111-0002-019-8 CURRENT RECORD HOLDER: STEM DETAILS LLC DEFENDANT IN FIFA: SAME AS CURRENT RECORD HOLDER(S) TAX TRANSFEREE: INVESTA SERVICES LLC SERVICER FOR CHRISTIANA TRST CUSTODIAN FOR GSRAN-Z AMOUNT DUE: $1,129.94 TAX YEARS DUE: 2019, 2020, 2021, 2022, 2023 DEED BOOK: 51799/84 LEGAL DESCRIPTION: ALL THAT TRACT OF LAND BEING IN LAND LOT 111, 14TH DIS-TRICT, FULTON COUN-TY, GEORGIA, BEING UNIT 19 OF NORTH AVENUE CONDO-MINIUM, AS SHOWN IN PLAT BOOK 29, PAGE 17. — [356, 681, 434, 771]
notice-run-dates: #10:08,15,22,29 511006-AT — [616, 95, 672, 101]
notice-body: SHERIFF SALE # 1125 56534 TAX PARCEL ID: 14-0101-0003-029-2 CURRENT RECORD HOLDER: COLE-LAKE INVESTMENTS LLC DEFENDANT IN FIFA: SAME AS CURRENT RECORD HOLDER(S) TAX TRANSFEREE: INVESTA SERVICES LLC SERVICER FOR CHRISTIANA TRST CUSTODIAN FOR GSRAN-Z AMOUNT DUE: $4,609.44 TAX YEARS DUE: 2019, 2020, 2021, 2022, 2023, 2024 DEED BOOK: 54048/33 LEGAL DESCRIPTION: ALL THAT TRACT OF LAND BEING IN LAND LOT 101, 14TH DIS-TRICT, FULTON COUN-TY, GEORGIA, BEING KNOWN AS 889 CLEVE-LAND AVENUE SW. — [356, 115, 434, 200]
legal-notice — [605, 106, 683, 210]
notice-body: SHERIFF SALE # 1125 56537 TAX PARCEL ID: 14-0113-0002-122-4 CURRENT RECORD HOLDER: TIMOTHY E MANSFIELD DEFENDANT IN FIFA: SAME AS CURRENT RECORD HOLDER(S) TAX TRANSFEREE: INVESTA SERVICES LLC SERVICER FOR CHRISTIANA TRST CUSTODIAN FOR GSRAN-Z AMOUNT DUE: $5,453.49 TAX YEARS DUE: 2019, 2020, 2021, 2022, 2023 DEED BOOK: 13822/25 LEGAL DESCRIPTION: ALL THAT TRACT OF LAND BEING IN LAND LOT 113, 14TH DIS-TRICT, FULTON COUN-TY, GEORGIA, BEING LOT 20, BLOCK C, OF WESTVIEW PARK SUBDIVISION, AS SHOWN IN PLAT BOOK 25, PAGE 5. — [356, 449, 434, 545]
notice-run-dates: #10:08,15,22,29 510955-AT — [450, 425, 506, 431]
notice-id: FN8647 — [220, 397, 238, 403]
notice-code: GPN20 — [304, 737, 320, 743]
notice-run-dates: #10:08,15,22,29 510966-AT — [533, 105, 589, 111]
notice-body: SHERIFF SALE # 1125 56565 TAX PARCEL ID: 14-0143-0006-049-4 CURRENT RECORD HOLDER: VERNEY PBE LLC DEFENDANT IN FIFA: ASHEA BUCKLEY & GREG JOHNSON AS TRUSTEE OF THE ASPIRATIA LAND TRUST TAX TRANSFEREE: INVESTA SERVICES LLC SERVICER FOR CHRISTIANA TRST CUSTODIAN FOR GSRAN-Z AMOUNT DUE: $5,649.83 TAX YEARS DUE: 2017 DEED BOOK: 59200/1 LEGAL DESCRIPTION: ALL THAT TRACT OF LAND BEING IN LAND LOT 143, 14TH DIS-TRICT, FULTON COUN-TY, GEORGIA, BEING KNOWN AS 1215 LO-CATION ON BEYSIS AVENUE NW. — [522, 233, 600, 323]
notice-id: FN8699 — [718, 460, 736, 466]
notice-id: FN8678 — [552, 224, 570, 230]
legal-notice — [107, 195, 185, 299]
notice-id: FN8631 — [54, 170, 72, 176]
notice-run-dates: #10:08,15,22,29 510875-AT — [284, 387, 340, 393]
notice-id: FN8666 — [386, 553, 404, 559]
notice-run-dates: #10:08,15,22,29 510808-AT — [35, 623, 91, 629]
notice-code: GPN20 — [304, 402, 320, 408]
notice-code: GPN20 — [719, 258, 735, 264]
notice-run-dates: #10:08,15,22,29 511064-AT — [699, 352, 755, 358]
notice-run-dates: #10:08,15,22,29 510964-AT — [533, 322, 589, 328]
notice-code: GPN20 — [553, 120, 569, 126]
legal-notice — [522, 82, 600, 112]
notice-id: FN8698 — [718, 362, 736, 368]
notice-code: GPN20 — [553, 337, 569, 343]
notice-id: FN8668 — [386, 780, 404, 786]
notice-code: GPN20 — [221, 298, 237, 304]
notice-id: FN8640 — [137, 416, 155, 422]
legal-notice — [439, 766, 517, 841]
notice-id: FN8697 — [635, 667, 653, 673]
notice-body: SHERIFF SALE # 1125 56575 TAX PARCEL ID: 14-0244-0007-066-5 CURRENT RECORD HOLDER: WILLINGHAM PROPERTIES LLC DEFENDANT IN FIFA: SAME AS CURRENT RECORD HOLDER(S) TAX TRANSFEREE: INVESTA SERVICES LLC SERVICER FOR CHRISTIANA TRST CUSTODIAN FOR GSRAN-Z AMOUNT DUE: $4,873.37 TAX YEARS DUE: 2019, 2020, 2021, 2022, 2023, 2024 DEED BOOK: 58802/1 LEGAL DESCRIPTION: ALL THAT TRACT OF LAND BEING IN LAND LOT 244, 14TH DIS-TRICT, FULTON COUN-TY, GEORGIA, BEING KNOWN AS 390 WILLIS MILL ROAD SW. — [688, 759, 766, 845]
legal-notice — [24, 530, 102, 629]
column-divider — [187, 68, 188, 1580]
column-header — [190, 70, 268, 75]
notice-body: SHERIFF SALE # 1125 56572 TAX PARCEL ID: 14-0151-0008-035-7 CURRENT RECORD HOLDER: JONATHAN LEE DAVIS DEFENDANT IN FIFA: SAME AS CURRENT RECORD HOLDER(S) TAX TRANSFEREE: INVESTA SERVICES LLC SERVICER FOR CHRISTIANA TRST CUSTODIAN FOR GSRAN-Z AMOUNT DUE: $5,068.49 TAX YEARS DUE: 2019, 2022, 2023 DEED BOOK: 52827/263 LEGAL DESCRIPTION: ALL THAT TRACT OF LAND BEING IN LAND LOT 151, 14TH DIS-TRICT, FULTON COUN-TY, GEORGIA, BEING LOT 41, BLOCK A, FAIRMONT SUBDIVI-SION, PHASE 3, BEL-MONTE COURT SW, BUILDING 1 OF BEL-MONTE COURT SW, AS SHOWN IN PLAT BOOK 138, PAGE 41. — [522, 553, 600, 653]
notice-run-dates: #10:08,15,22,29 510830-AT — [201, 180, 257, 186]
legal-notice — [522, 116, 600, 220]
notice-id: FN8677 — [552, 115, 570, 121]
notice-column — [439, 82, 517, 1578]
notice-id: FN8632 — [54, 283, 72, 289]
legal-notice — [24, 283, 102, 392]
notice-code: GPN20 — [387, 559, 403, 565]
notice-run-dates: #10:08,15,22,29 510931-AT — [284, 721, 340, 727]
notice-id: FN8675 — [469, 765, 487, 771]
notice-id: FN8690 — [635, 337, 653, 343]
notice-id: FN8657 — [303, 185, 321, 191]
notice-column — [356, 82, 434, 1578]
notice-id: FN8653 — [220, 707, 238, 713]
header-rule — [24, 40, 768, 42]
notice-body: SHERIFF SALE # 1125 56711 TAX PARCEL ID: 14-0075-0003-031-5 CURRENT RECORD HOLDER: PRI ATLANTA LLC DEFENDANT IN FIFA: SAME AS CURRENT RECORD HOLDER(S) TAX TRANSFEREE: INVESTA SERVICES LLC SERVICER FOR CHRISTIANA TRST CUSTODIAN FOR GSRAN-Z AMOUNT DUE: $3,006.17 TAX YEARS DUE: 2021, 2022, 2023 DEED BOOK: 65490/273 LEGAL DESCRIPTION: ALL THAT TRACT OF LAND BEING IN LAND LOT 75, 14TH DISTRICT, FULTON COUNTY, GEORGIA, BEING KNOWN AS 136 PEACHTREE STREET NW. — [190, 716, 268, 796]
notice-body: SHERIFF SALE # 1125 56566 TAX PARCEL ID: 14-0156-0007-031-7 CURRENT RECORD HOLDER: TLR GROUP LLC DEFENDANT IN FIFA: CITY ALLY LAND TRUST & TLR GROUP LLC TAX TRANSFEREE: INVESTA SERVICES LLC SERVICER FOR CHRISTIANA TRST CUSTODIAN FOR GSRAN-Z AMOUNT DUE: $5,029.37 TAX YEARS DUE: 2019, 2020, 2021, 2022, 2023 DEED BOOK: 57715/478 (PORTION) LEGAL DESCRIPTION: ALL THAT TRACT OF LAND BEING IN LAND LOT 156, 14TH DIS-TRICT, FULTON COUN-TY, GEORGIA, BEING KNOWN AS 1455 ELLA PLACE SW. — [522, 671, 600, 756]
notice-run-dates: #10:08,15,22,29 510936-AT — [367, 199, 423, 205]
column-divider — [104, 68, 105, 1580]
notice-run-dates: #10:08,15,22,29 510876-AT — [284, 505, 340, 511]
legal-notice — [107, 304, 185, 413]
